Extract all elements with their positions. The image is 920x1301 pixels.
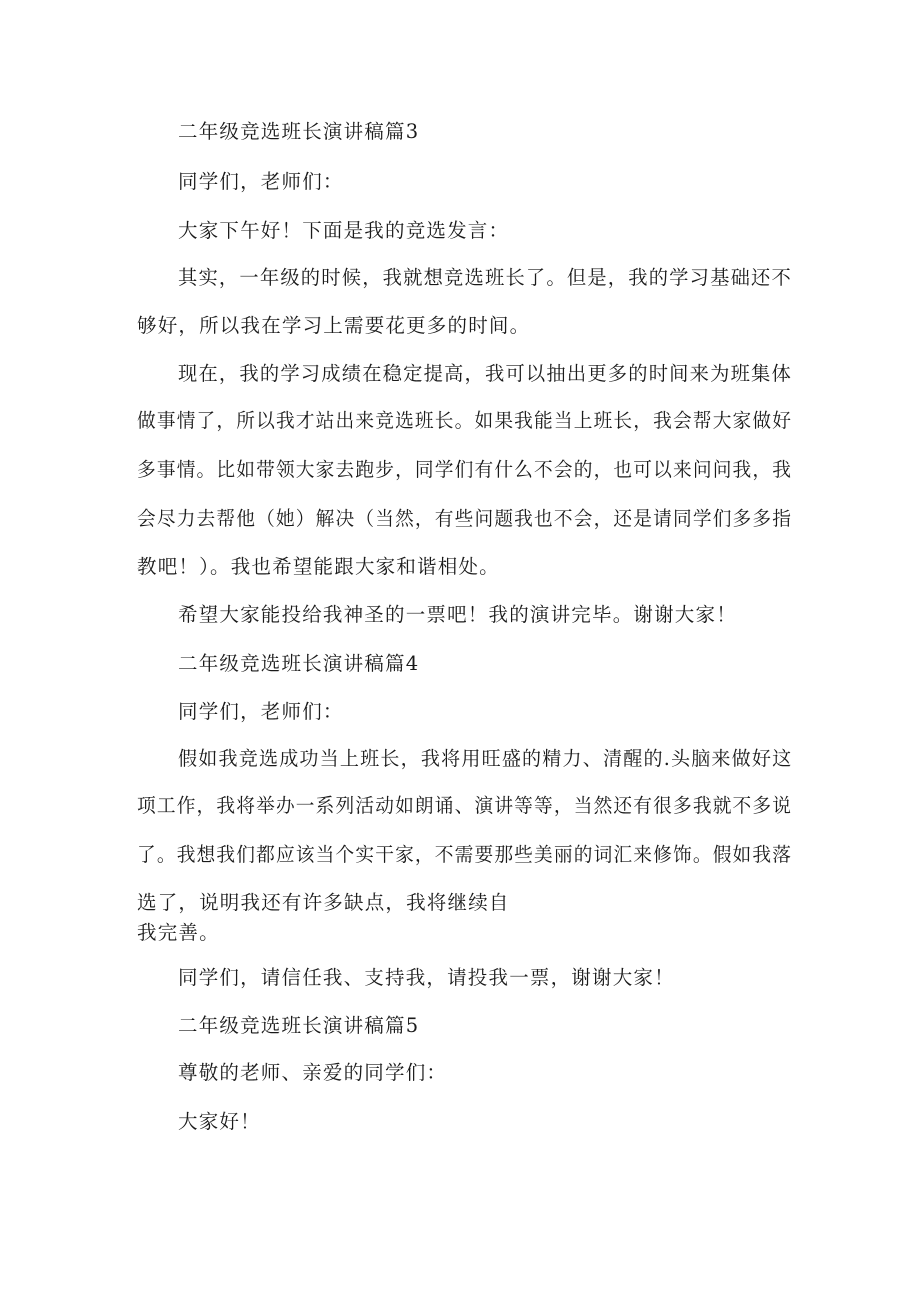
paragraph-line: 假如我竞选成功当上班长，我将用旺盛的精力、清醒的.头脑来做好这 xyxy=(178,747,793,770)
paragraph-line: 多事情。比如带领大家去跑步，同学们有什么不会的，也可以来问问我，我 xyxy=(137,458,793,481)
section-heading-3: 二年级竞选班长演讲稿篇3 xyxy=(178,120,420,143)
salutation: 同学们，老师们： xyxy=(178,700,344,723)
greeting: 大家好！ xyxy=(178,1110,261,1133)
paragraph-line: 其实，一年级的时候，我就想竞选班长了。但是，我的学习基础还不 xyxy=(178,266,792,289)
paragraph-line: 我完善。 xyxy=(137,921,220,944)
section-heading-5: 二年级竞选班长演讲稿篇5 xyxy=(178,1014,420,1037)
paragraph-line: 够好，所以我在学习上需要花更多的时间。 xyxy=(137,314,531,337)
paragraph-line: 会尽力去帮他（她）解决（当然，有些问题我也不会，还是请同学们多多指 xyxy=(137,507,793,530)
paragraph-line: 选了，说明我还有许多缺点，我将继续自 xyxy=(137,891,510,914)
salutation: 同学们，老师们： xyxy=(178,170,344,193)
paragraph-line: 教吧！）。我也希望能跟大家和谐相处。 xyxy=(137,555,500,578)
paragraph-line: 项工作，我将举办一系列活动如朗诵、演讲等等，当然还有很多我就不多说 xyxy=(137,794,793,817)
section-heading-4: 二年级竞选班长演讲稿篇4 xyxy=(178,652,420,675)
salutation: 尊敬的老师、亲爱的同学们： xyxy=(178,1061,448,1084)
paragraph-line: 做事情了，所以我才站出来竞选班长。如果我能当上班长，我会帮大家做好 xyxy=(137,409,793,432)
paragraph-line: 现在，我的学习成绩在稳定提高，我可以抽出更多的时间来为班集体 xyxy=(178,362,792,385)
paragraph-line: 同学们，请信任我、支持我，请投我一票，谢谢大家！ xyxy=(178,966,675,989)
paragraph-line: 了。我想我们都应该当个实干家，不需要那些美丽的词汇来修饰。假如我落 xyxy=(137,843,793,866)
paragraph-line: 希望大家能投给我神圣的一票吧！我的演讲完毕。谢谢大家！ xyxy=(178,603,737,626)
paragraph-line: 大家下午好！下面是我的竞选发言： xyxy=(178,219,510,242)
